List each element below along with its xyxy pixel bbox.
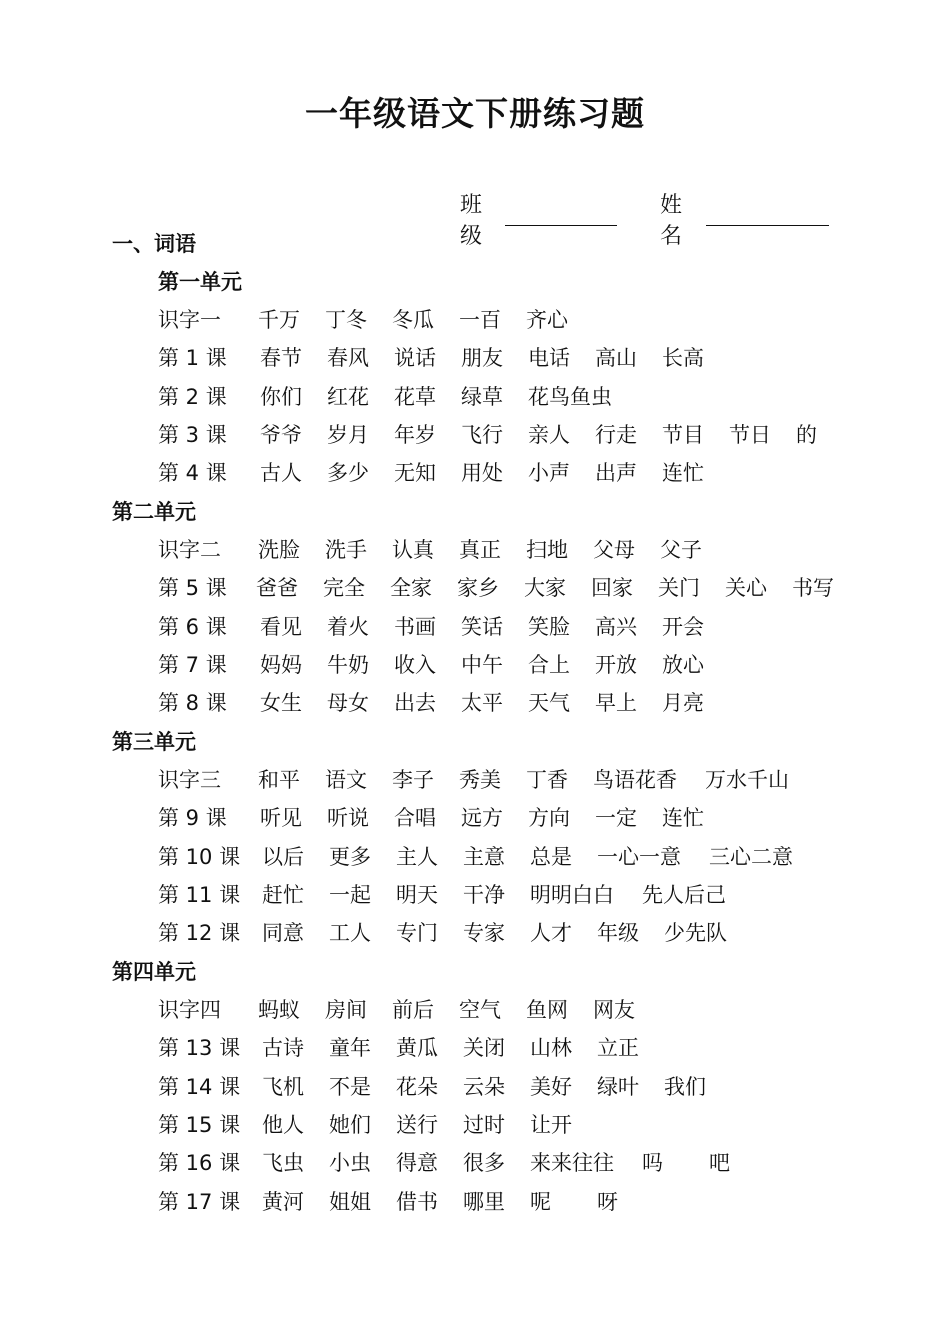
vocab-word: 朋友 (461, 346, 503, 371)
lesson-label: 识字一 (158, 308, 221, 332)
lesson-label: 第 3 课 (158, 422, 227, 447)
vocab-word: 一心一意 (597, 844, 681, 869)
vocab-word: 工人 (329, 921, 371, 946)
lesson-label: 第 8 课 (158, 691, 227, 716)
lesson-label: 第 4 课 (158, 461, 227, 486)
lesson-label: 第 7 课 (158, 652, 227, 677)
lesson-label: 第 1 课 (158, 346, 227, 371)
vocab-word: 很多 (463, 1151, 505, 1176)
vocab-word: 节日 (729, 422, 771, 447)
vocab-word: 借书 (396, 1189, 438, 1214)
vocab-word: 空气 (459, 998, 501, 1022)
vocab-word: 着火 (327, 614, 369, 639)
vocab-word: 鱼网 (526, 998, 568, 1022)
class-label: 班级 (460, 193, 483, 249)
vocab-word: 放心 (662, 652, 704, 677)
vocab-word: 呢 (530, 1189, 551, 1214)
vocab-word: 回家 (591, 576, 633, 601)
vocab-word: 电话 (528, 346, 570, 371)
vocab-word: 童年 (329, 1036, 371, 1061)
vocab-word: 美好 (530, 1074, 572, 1099)
vocab-word: 总是 (530, 844, 572, 869)
vocab-word: 让开 (530, 1112, 572, 1137)
vocab-word: 洗脸 (258, 538, 300, 562)
vocab-word: 女生 (260, 691, 302, 716)
vocab-word: 看见 (260, 614, 302, 639)
vocab-word: 早上 (595, 691, 637, 716)
vocab-word: 千万 (258, 308, 300, 332)
lesson-label: 第 12 课 (158, 921, 241, 946)
vocab-word: 冬瓜 (392, 308, 434, 332)
vocab-word: 云朵 (463, 1074, 505, 1099)
vocab-word: 大家 (524, 576, 566, 601)
lesson-label: 识字三 (158, 768, 221, 792)
vocab-word: 得意 (396, 1151, 438, 1176)
vocab-word: 全家 (390, 576, 432, 601)
vocab-word: 明明白白 (530, 882, 614, 907)
name-label: 姓名 (660, 193, 683, 249)
vocab-word: 爷爷 (260, 422, 302, 447)
vocab-word: 吧 (709, 1151, 730, 1176)
vocab-word: 蚂蚁 (258, 998, 300, 1022)
vocab-word: 飞机 (262, 1074, 304, 1099)
vocab-word: 春风 (327, 346, 369, 371)
vocab-word: 网友 (593, 998, 635, 1022)
vocab-word: 开会 (662, 614, 704, 639)
name-blank[interactable] (706, 225, 829, 226)
vocab-word: 黄河 (262, 1189, 304, 1214)
vocab-word: 干净 (463, 882, 505, 907)
vocab-word: 赶忙 (262, 882, 304, 907)
vocab-word: 的 (796, 422, 817, 447)
vocab-word: 万水千山 (705, 768, 789, 792)
vocab-word: 她们 (329, 1112, 371, 1137)
vocab-word: 一起 (329, 882, 371, 907)
vocab-word: 你们 (260, 384, 302, 409)
lesson-label: 第 15 课 (158, 1112, 241, 1137)
page-title: 一年级语文下册练习题 (305, 94, 645, 133)
vocab-word: 小声 (528, 461, 570, 486)
vocab-word: 绿草 (461, 384, 503, 409)
vocab-word: 年级 (597, 921, 639, 946)
vocab-word: 少先队 (664, 921, 727, 946)
class-blank[interactable] (505, 225, 617, 226)
vocab-word: 先人后己 (642, 882, 726, 907)
vocab-word: 李子 (392, 768, 434, 792)
vocab-word: 连忙 (662, 806, 704, 831)
vocab-word: 太平 (461, 691, 503, 716)
vocab-word: 多少 (327, 461, 369, 486)
vocab-word: 说话 (394, 346, 436, 371)
vocab-word: 花朵 (396, 1074, 438, 1099)
vocab-word: 节目 (662, 422, 704, 447)
vocab-word: 他人 (262, 1112, 304, 1137)
vocab-word: 主意 (463, 844, 505, 869)
vocab-word: 关闭 (463, 1036, 505, 1061)
vocab-word: 人才 (530, 921, 572, 946)
vocab-word: 明天 (396, 882, 438, 907)
vocab-word: 齐心 (526, 308, 568, 332)
vocab-word: 红花 (327, 384, 369, 409)
vocab-word: 扫地 (526, 538, 568, 562)
vocab-word: 花草 (394, 384, 436, 409)
vocab-word: 送行 (396, 1112, 438, 1137)
vocab-word: 鸟语花香 (593, 768, 677, 792)
vocab-word: 连忙 (662, 461, 704, 486)
vocab-word: 一百 (459, 308, 501, 332)
vocab-word: 真正 (459, 538, 501, 562)
lesson-label: 第 6 课 (158, 614, 227, 639)
vocab-word: 合唱 (394, 806, 436, 831)
lesson-label: 第 9 课 (158, 806, 227, 831)
vocab-word: 无知 (394, 461, 436, 486)
vocab-word: 三心二意 (709, 844, 793, 869)
vocab-word: 专门 (396, 921, 438, 946)
vocab-word: 过时 (463, 1112, 505, 1137)
vocab-word: 小虫 (329, 1151, 371, 1176)
vocab-word: 书写 (792, 576, 834, 601)
vocab-word: 房间 (325, 998, 367, 1022)
vocab-word: 岁月 (327, 422, 369, 447)
vocab-word: 春节 (260, 346, 302, 371)
lesson-label: 第 14 课 (158, 1074, 241, 1099)
lesson-label: 第 11 课 (158, 882, 241, 907)
vocab-word: 不是 (329, 1074, 371, 1099)
vocab-word: 飞行 (461, 422, 503, 447)
vocab-word: 方向 (528, 806, 570, 831)
vocab-word: 花鸟鱼虫 (528, 384, 612, 409)
vocab-word: 完全 (323, 576, 365, 601)
vocab-word: 行走 (595, 422, 637, 447)
vocab-word: 高兴 (595, 614, 637, 639)
vocab-word: 前后 (392, 998, 434, 1022)
vocab-word: 父母 (593, 538, 635, 562)
vocab-word: 语文 (325, 768, 367, 792)
vocab-word: 收入 (394, 652, 436, 677)
vocab-word: 我们 (664, 1074, 706, 1099)
vocab-word: 一定 (595, 806, 637, 831)
vocab-word: 用处 (461, 461, 503, 486)
vocab-word: 绿叶 (597, 1074, 639, 1099)
vocab-word: 牛奶 (327, 652, 369, 677)
vocab-word: 更多 (329, 844, 371, 869)
vocab-word: 中午 (461, 652, 503, 677)
lesson-label: 第 17 课 (158, 1189, 241, 1214)
vocab-word: 天气 (528, 691, 570, 716)
lesson-label: 第 10 课 (158, 844, 241, 869)
lesson-label: 第 13 课 (158, 1036, 241, 1061)
vocab-word: 关门 (658, 576, 700, 601)
vocab-word: 呀 (597, 1189, 618, 1214)
vocab-word: 专家 (463, 921, 505, 946)
vocab-word: 来来往往 (530, 1151, 614, 1176)
vocab-word: 开放 (595, 652, 637, 677)
unit-heading: 第二单元 (112, 500, 196, 524)
lesson-label: 第 16 课 (158, 1151, 241, 1176)
vocab-word: 以后 (262, 844, 304, 869)
vocab-word: 合上 (528, 652, 570, 677)
vocab-word: 古人 (260, 461, 302, 486)
vocab-word: 书画 (394, 614, 436, 639)
vocab-word: 主人 (396, 844, 438, 869)
lesson-label: 第 5 课 (158, 576, 227, 601)
vocab-word: 立正 (597, 1036, 639, 1061)
vocab-word: 远方 (461, 806, 503, 831)
vocab-word: 爸爸 (256, 576, 298, 601)
vocab-word: 哪里 (463, 1189, 505, 1214)
vocab-word: 秀美 (459, 768, 501, 792)
vocab-word: 高山 (595, 346, 637, 371)
lesson-label: 识字二 (158, 538, 221, 562)
vocab-word: 听说 (327, 806, 369, 831)
vocab-word: 洗手 (325, 538, 367, 562)
section-heading: 一、词语 (112, 232, 196, 256)
vocab-word: 和平 (258, 768, 300, 792)
vocab-word: 父子 (660, 538, 702, 562)
vocab-word: 妈妈 (260, 652, 302, 677)
unit-heading: 第三单元 (112, 730, 196, 754)
lesson-label: 第 2 课 (158, 384, 227, 409)
vocab-word: 姐姐 (329, 1189, 371, 1214)
vocab-word: 关心 (725, 576, 767, 601)
vocab-word: 黄瓜 (396, 1036, 438, 1061)
vocab-word: 吗 (642, 1151, 663, 1176)
vocab-word: 笑脸 (528, 614, 570, 639)
vocab-word: 家乡 (457, 576, 499, 601)
vocab-word: 出去 (394, 691, 436, 716)
vocab-word: 长高 (662, 346, 704, 371)
vocab-word: 笑话 (461, 614, 503, 639)
unit-heading: 第一单元 (158, 270, 242, 294)
vocab-word: 认真 (392, 538, 434, 562)
vocab-word: 同意 (262, 921, 304, 946)
vocab-word: 年岁 (394, 422, 436, 447)
vocab-word: 丁香 (526, 768, 568, 792)
vocab-word: 山林 (530, 1036, 572, 1061)
vocab-word: 古诗 (262, 1036, 304, 1061)
vocab-word: 出声 (595, 461, 637, 486)
vocab-word: 亲人 (528, 422, 570, 447)
vocab-word: 飞虫 (262, 1151, 304, 1176)
vocab-word: 丁冬 (325, 308, 367, 332)
vocab-word: 听见 (260, 806, 302, 831)
vocab-word: 月亮 (662, 691, 704, 716)
unit-heading: 第四单元 (112, 960, 196, 984)
vocab-word: 母女 (327, 691, 369, 716)
lesson-label: 识字四 (158, 998, 221, 1022)
